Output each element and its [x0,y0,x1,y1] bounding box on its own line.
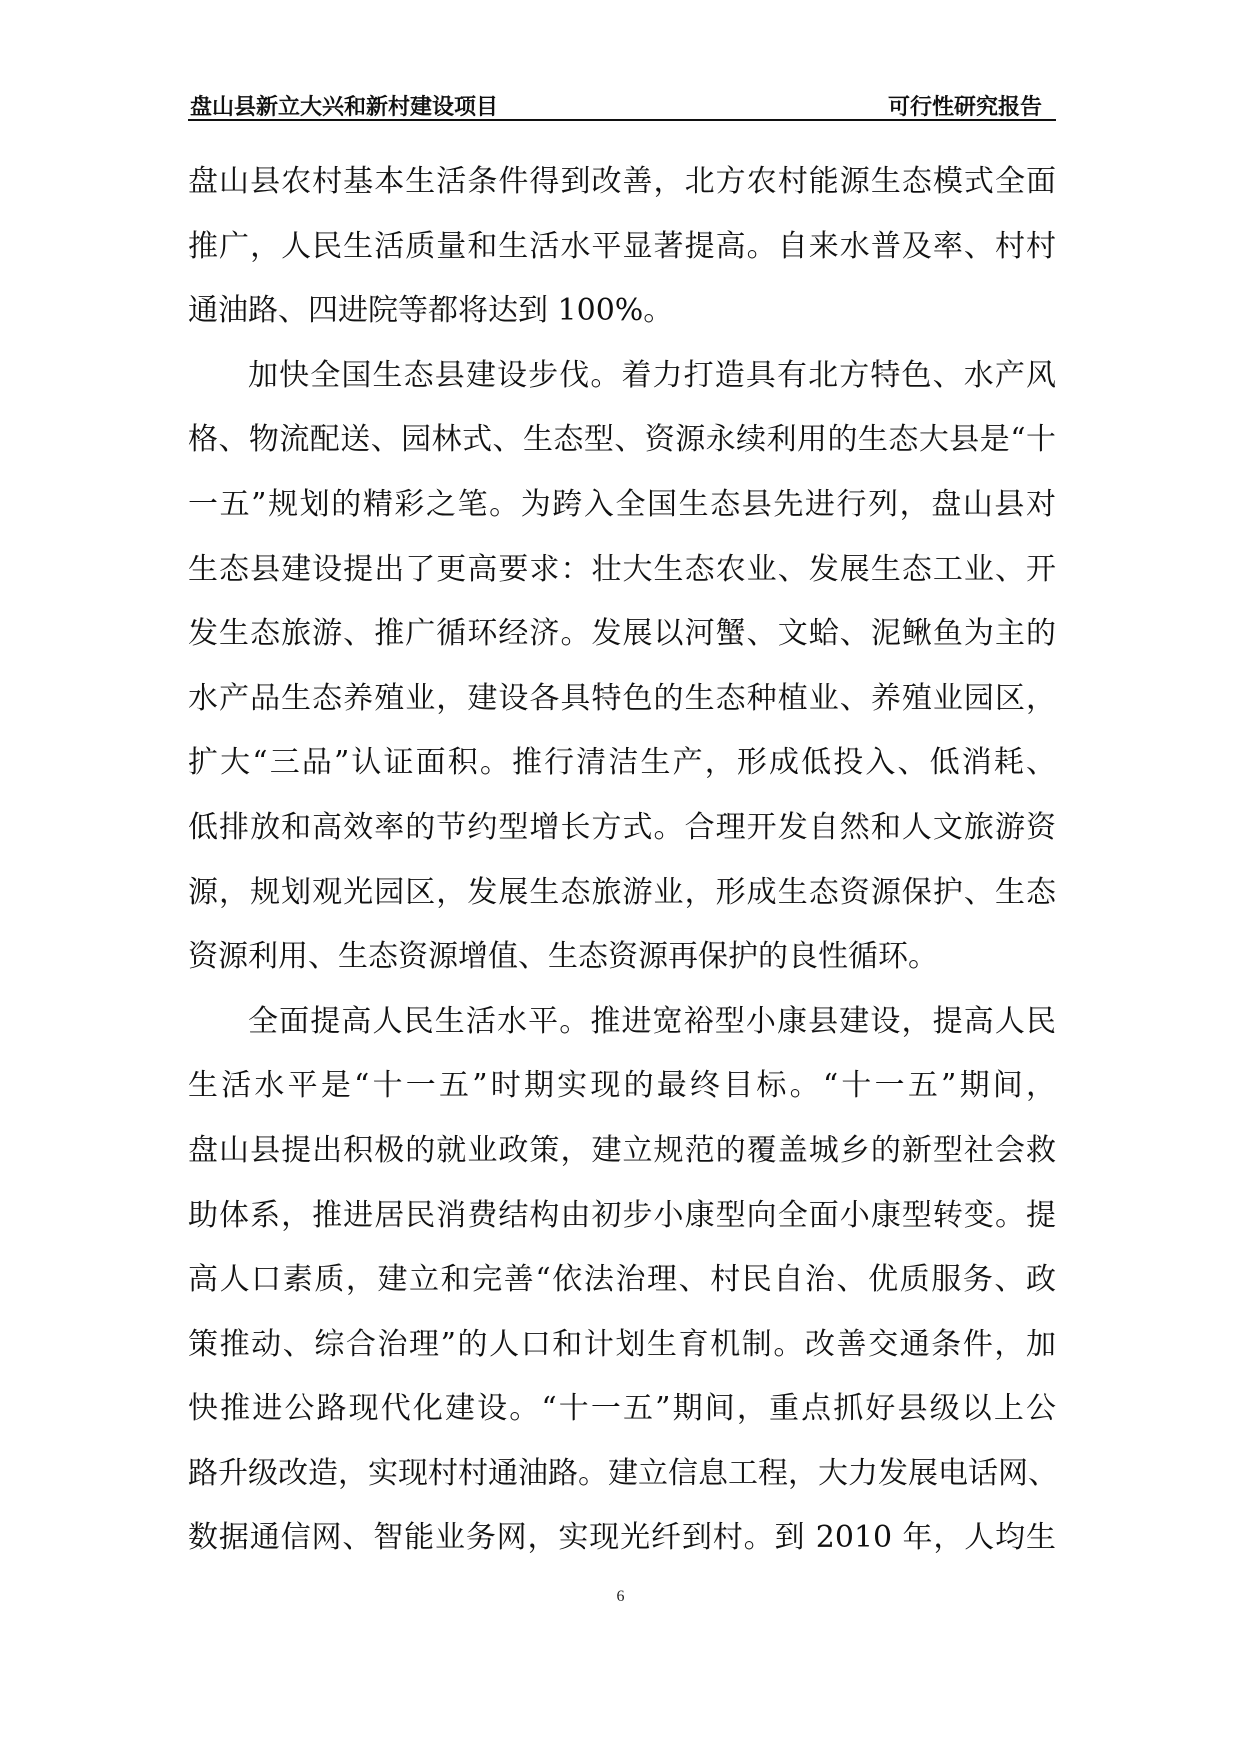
text-line: 通油路、四进院等都将达到 100%。 [188,293,674,329]
text-line: 格、物流配送、园林式、生态型、资源永续利用的生态大县是“十 [188,422,1056,458]
text-line: 数据通信网、智能业务网，实现光纤到村。到 2010 年，人均生 [188,1520,1056,1556]
page-header [188,86,1056,120]
text-line: 盘山县农村基本生活条件得到改善，北方农村能源生态模式全面 [188,164,1056,199]
text-line: 水产品生态养殖业，建设各具特色的生态种植业、养殖业园区， [188,680,1056,716]
page-number: 6 [616,1588,625,1605]
text-line: 加快全国生态县建设步伐。着力打造具有北方特色、水产风 [248,357,1056,393]
text-line: 资源利用、生态资源增值、生态资源再保护的良性循环。 [188,939,938,975]
text-line: 助体系，推进居民消费结构由初步小康型向全面小康型转变。提 [188,1197,1056,1233]
text-line: 低排放和高效率的节约型增长方式。合理开发自然和人文旅游资 [188,809,1056,845]
header-divider [188,119,1056,121]
text-line: 全面提高人民生活水平。推进宽裕型小康县建设，提高人民 [248,1003,1056,1039]
text-line: 盘山县提出积极的就业政策，建立规范的覆盖城乡的新型社会救 [188,1132,1056,1168]
text-line: 一五”规划的精彩之笔。为跨入全国生态县先进行列，盘山县对 [188,486,1056,522]
text-line: 路升级改造，实现村村通油路。建立信息工程，大力发展电话网、 [188,1455,1058,1491]
text-line: 生态县建设提出了更高要求：壮大生态农业、发展生态工业、开 [188,551,1056,587]
text-line: 扩大“三品”认证面积。推行清洁生产，形成低投入、低消耗、 [188,745,1056,781]
text-line: 快推进公路现代化建设。“十一五”期间，重点抓好县级以上公 [188,1391,1056,1427]
text-line: 发生态旅游、推广循环经济。发展以河蟹、文蛤、泥鳅鱼为主的 [188,616,1056,652]
text-line: 高人口素质，建立和完善“依法治理、村民自治、优质服务、政 [188,1262,1056,1298]
header-report-type: 可行性研究报告 [887,95,1042,120]
text-line: 策推动、综合治理”的人口和计划生育机制。改善交通条件，加 [188,1326,1056,1362]
text-line: 推广，人民生活质量和生活水平显著提高。自来水普及率、村村 [188,228,1056,264]
body-text [188,150,1056,1571]
text-line: 生活水平是“十一五”时期实现的最终目标。“十一五”期间， [188,1068,1056,1104]
text-line: 源，规划观光园区，发展生态旅游业，形成生态资源保护、生态 [188,874,1056,910]
header-project-title: 盘山县新立大兴和新村建设项目 [190,95,499,120]
